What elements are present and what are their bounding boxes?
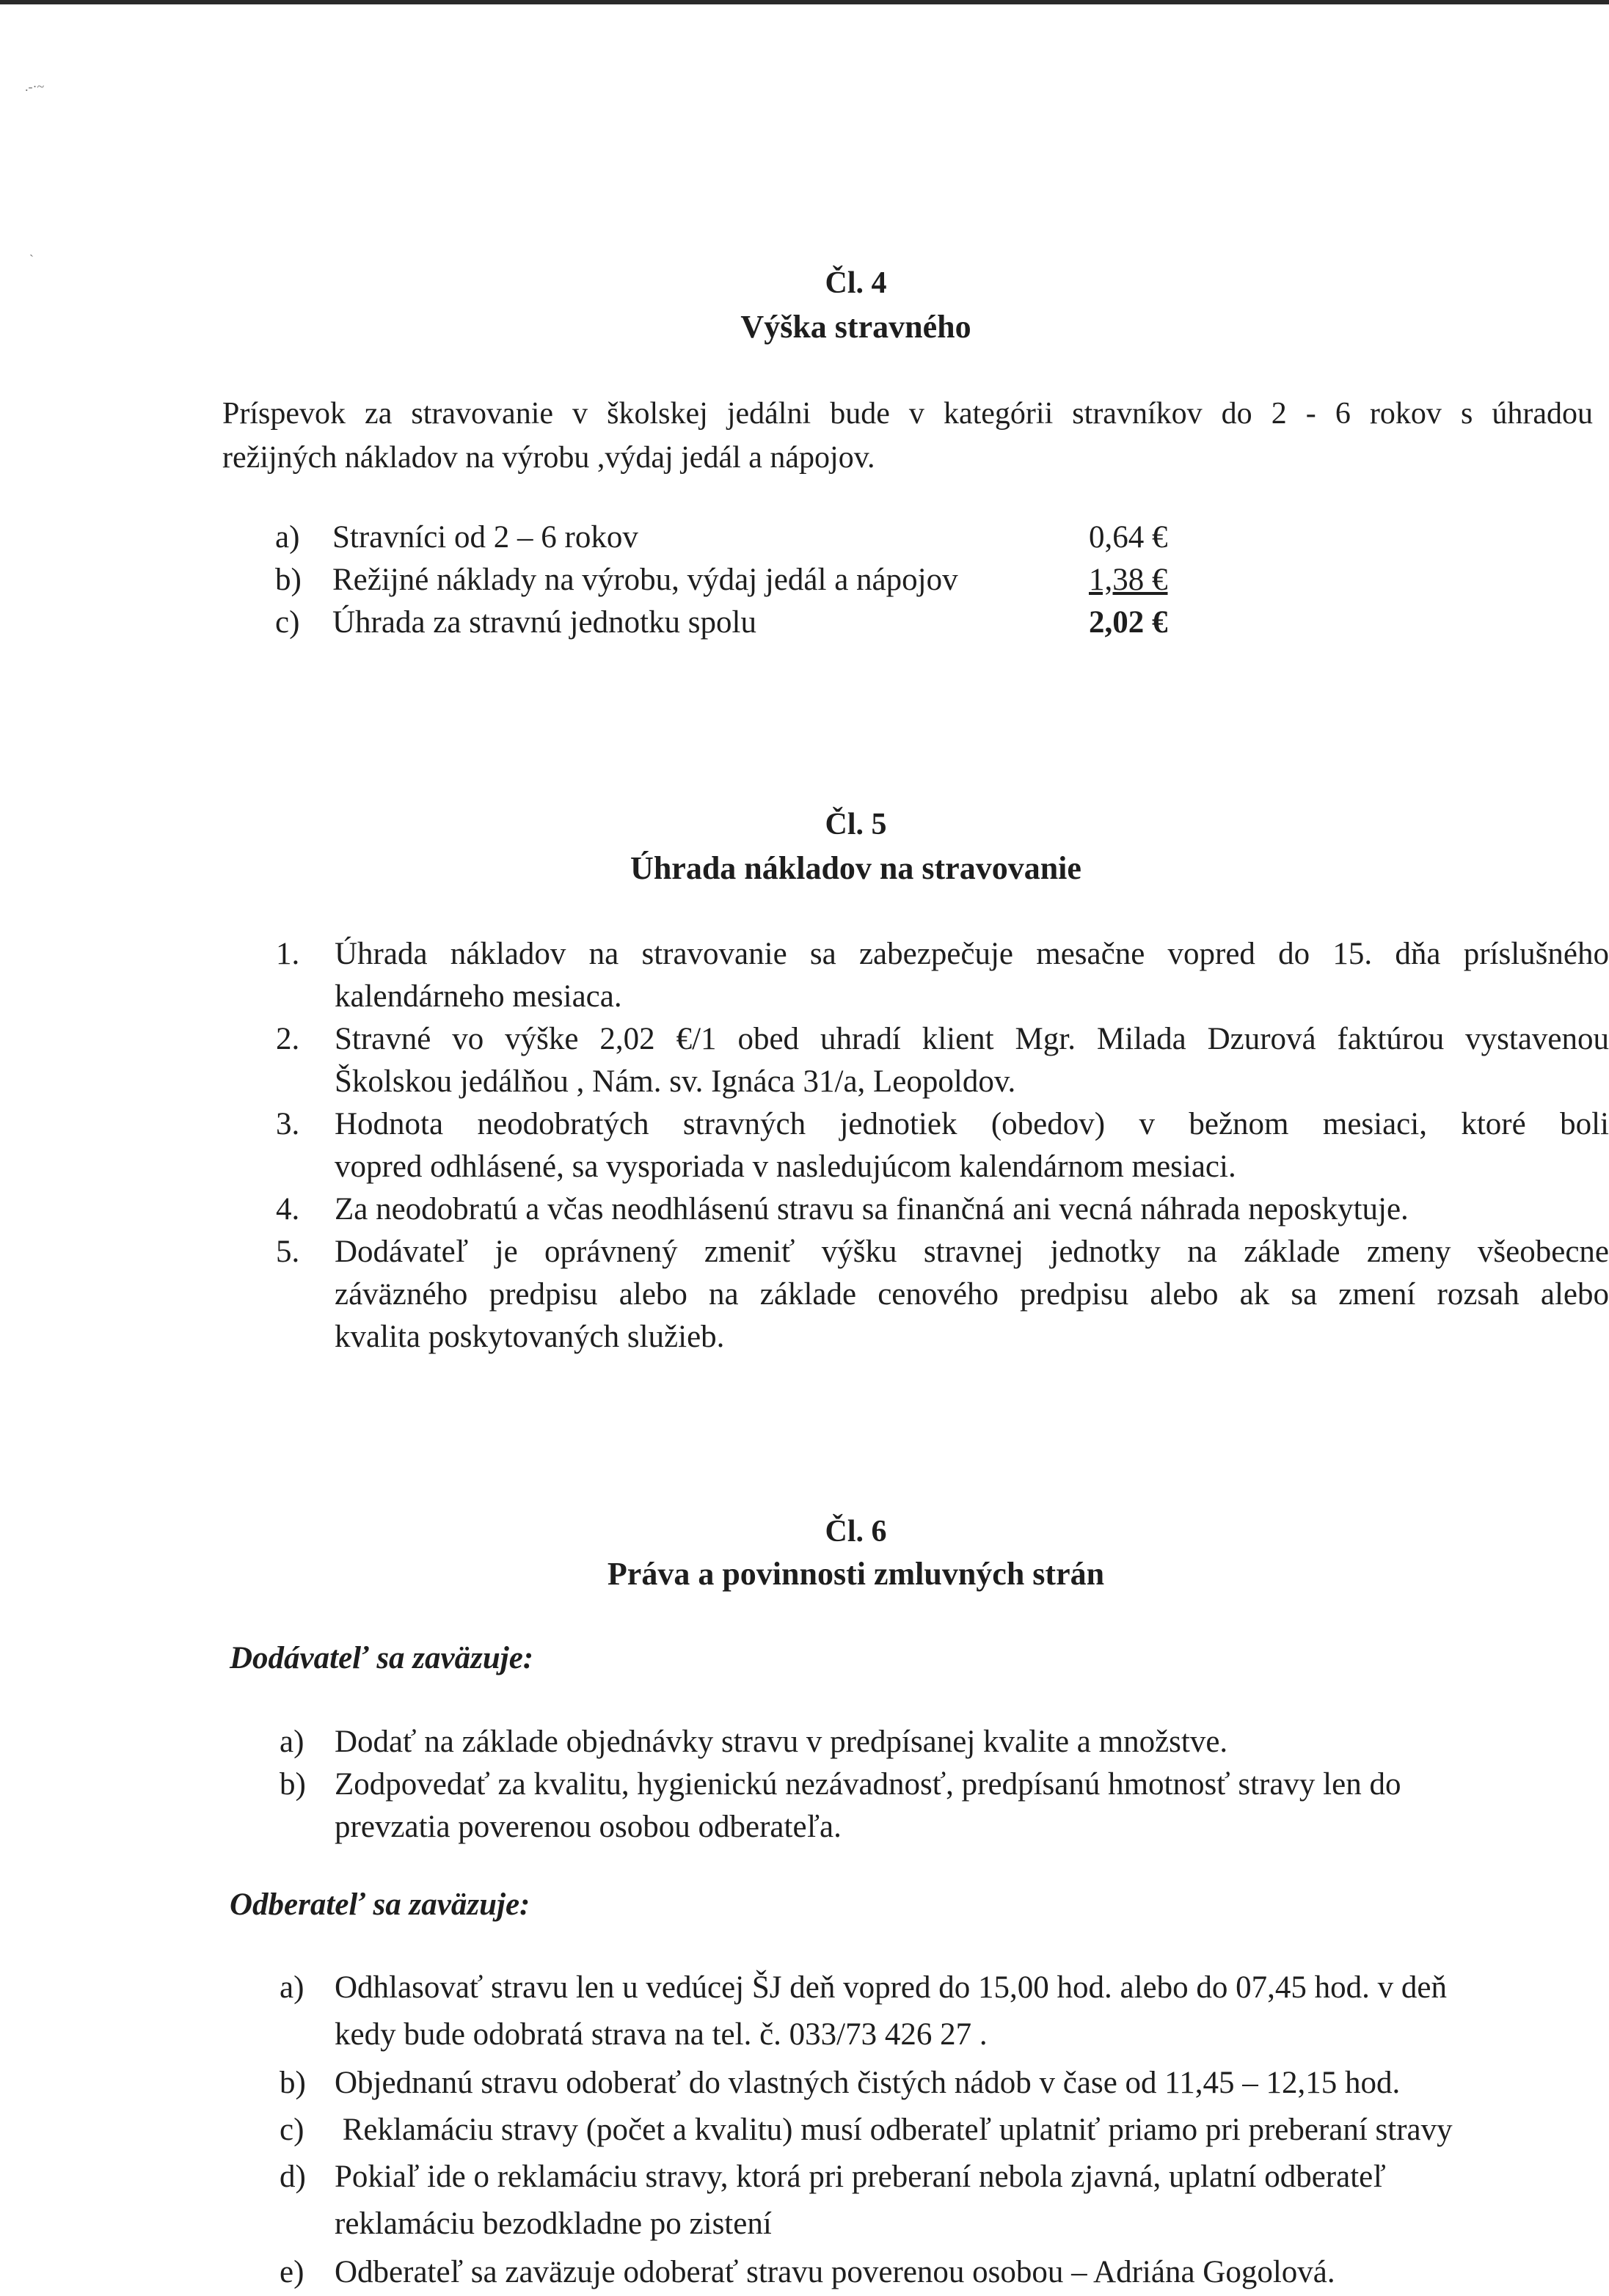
fee-total: 2,02 € bbox=[1089, 605, 1168, 640]
list-marker: d) bbox=[280, 2160, 306, 2194]
list-item bbox=[276, 1231, 1609, 1359]
article-intro bbox=[222, 392, 1593, 480]
item-line: Odhlasovať stravu len u vedúcej ŠJ deň vopred do 15,00 hod. alebo do 07,45 hod. v deň bbox=[335, 1970, 1447, 2005]
list-marker: b) bbox=[280, 2066, 306, 2100]
item-line: Za neodobratú a včas neodhlásenú stravu sa finančná ani vecná náhrada neposkytuje. bbox=[335, 1192, 1409, 1226]
list-marker: 4. bbox=[276, 1192, 300, 1226]
item-line: prevzatia poverenou osobou odberateľa. bbox=[335, 1810, 842, 1844]
list-item bbox=[276, 933, 1609, 1018]
article-title: Výška stravného bbox=[740, 309, 971, 345]
item-line: kalendárneho mesiaca. bbox=[335, 979, 622, 1014]
fee-label: Úhrada za stravnú jednotku spolu bbox=[332, 605, 756, 640]
list-item bbox=[276, 1018, 1609, 1103]
list-marker: a) bbox=[275, 520, 300, 555]
list-item bbox=[276, 1188, 1609, 1231]
scan-speck: ˎ bbox=[29, 242, 34, 257]
item-line: Úhrada nákladov na stravovanie sa zabezpečuje mesačne vopred do 15. dňa príslušného bbox=[335, 937, 1609, 971]
customer-obligations bbox=[280, 1964, 1593, 2296]
list-marker: 3. bbox=[276, 1107, 300, 1141]
list-item bbox=[280, 2249, 1593, 2296]
item-line: kvalita poskytovaných služieb. bbox=[335, 1320, 725, 1354]
fee-amount: 1,38 € bbox=[1089, 563, 1168, 597]
item-line: Odberateľ sa zaväzuje odoberať stravu poverenou osobou – Adriána Gogolová. bbox=[335, 2255, 1335, 2289]
fee-row bbox=[275, 602, 756, 644]
scan-top-edge bbox=[0, 0, 1609, 4]
list-marker: e) bbox=[280, 2255, 304, 2289]
article-number: Čl. 5 bbox=[825, 808, 887, 841]
list-marker: 5. bbox=[276, 1235, 300, 1269]
list-item bbox=[276, 1103, 1609, 1188]
list-item bbox=[280, 2107, 1593, 2154]
list-item bbox=[280, 2154, 1593, 2249]
article-title: Práva a povinnosti zmluvných strán bbox=[607, 1556, 1105, 1592]
item-line: Školskou jedálňou , Nám. sv. Ignáca 31/a, Leopoldov. bbox=[335, 1064, 1016, 1099]
intro-line: Príspevok za stravovanie v školskej jedálni bude v kategórii stravníkov do 2 - 6 rokov s úhradou bbox=[222, 397, 1593, 431]
list-item bbox=[280, 1763, 1609, 1849]
item-line: Stravné vo výške 2,02 €/1 obed uhradí klient Mgr. Milada Dzurová faktúrou vystavenou bbox=[335, 1022, 1609, 1056]
item-line: kedy bude odobratá strava na tel. č. 033/73 426 27 . bbox=[335, 2017, 988, 2052]
list-marker: b) bbox=[275, 563, 302, 597]
item-line: Objednanú stravu odoberať do vlastných čistých nádob v čase od 11,45 – 12,15 hod. bbox=[335, 2066, 1401, 2100]
item-line: Pokiaľ ide o reklamáciu stravy, ktorá pri preberaní nebola zjavná, uplatní odberateľ bbox=[335, 2160, 1386, 2194]
list-marker: a) bbox=[280, 1970, 304, 2005]
fee-label: Stravníci od 2 – 6 rokov bbox=[332, 520, 638, 555]
numbered-list bbox=[276, 933, 1609, 1359]
article-number: Čl. 6 bbox=[825, 1515, 887, 1549]
item-line: Dodať na základe objednávky stravu v predpísanej kvalite a množstve. bbox=[335, 1725, 1228, 1759]
item-line: vopred odhlásené, sa vysporiada v nasledujúcom kalendárnom mesiaci. bbox=[335, 1149, 1236, 1184]
fee-row bbox=[275, 516, 638, 559]
supplier-obligations bbox=[280, 1721, 1609, 1849]
scan-speck: .-·~ bbox=[25, 79, 45, 94]
item-line: Zodpovedať za kvalitu, hygienickú nezávadnosť, predpísanú hmotnosť stravy len do bbox=[335, 1767, 1401, 1802]
list-marker: b) bbox=[280, 1767, 306, 1802]
item-line: reklamáciu bezodkladne po zistení bbox=[335, 2207, 772, 2241]
list-item bbox=[280, 1964, 1593, 2060]
intro-line: režijných nákladov na výrobu ,výdaj jedál a nápojov. bbox=[222, 441, 875, 475]
list-marker: 1. bbox=[276, 937, 300, 971]
list-marker: c) bbox=[275, 605, 300, 640]
item-line: záväzného predpisu alebo na základe cenového predpisu alebo ak sa zmení rozsah alebo bbox=[335, 1277, 1609, 1312]
article-title: Úhrada nákladov na stravovanie bbox=[630, 850, 1081, 886]
list-marker: c) bbox=[280, 2113, 304, 2147]
item-line: Reklamáciu stravy (počet a kvalitu) musí odberateľ uplatniť priamo pri preberaní stravy bbox=[335, 2113, 1453, 2147]
fee-row bbox=[275, 559, 958, 602]
list-item bbox=[280, 2060, 1593, 2107]
fee-label: Režijné náklady na výrobu, výdaj jedál a nápojov bbox=[332, 563, 958, 597]
customer-label: Odberateľ sa zaväzuje: bbox=[230, 1887, 530, 1922]
list-item bbox=[280, 1721, 1609, 1763]
article-number: Čl. 4 bbox=[825, 266, 887, 300]
supplier-label: Dodávateľ sa zaväzuje: bbox=[230, 1641, 534, 1675]
fee-amount: 0,64 € bbox=[1089, 520, 1168, 555]
item-line: Dodávateľ je oprávnený zmeniť výšku stravnej jednotky na základe zmeny všeobecne bbox=[335, 1235, 1609, 1269]
list-marker: a) bbox=[280, 1725, 304, 1759]
item-line: Hodnota neodobratých stravných jednotiek (obedov) v bežnom mesiaci, ktoré boli bbox=[335, 1107, 1609, 1141]
list-marker: 2. bbox=[276, 1022, 300, 1056]
